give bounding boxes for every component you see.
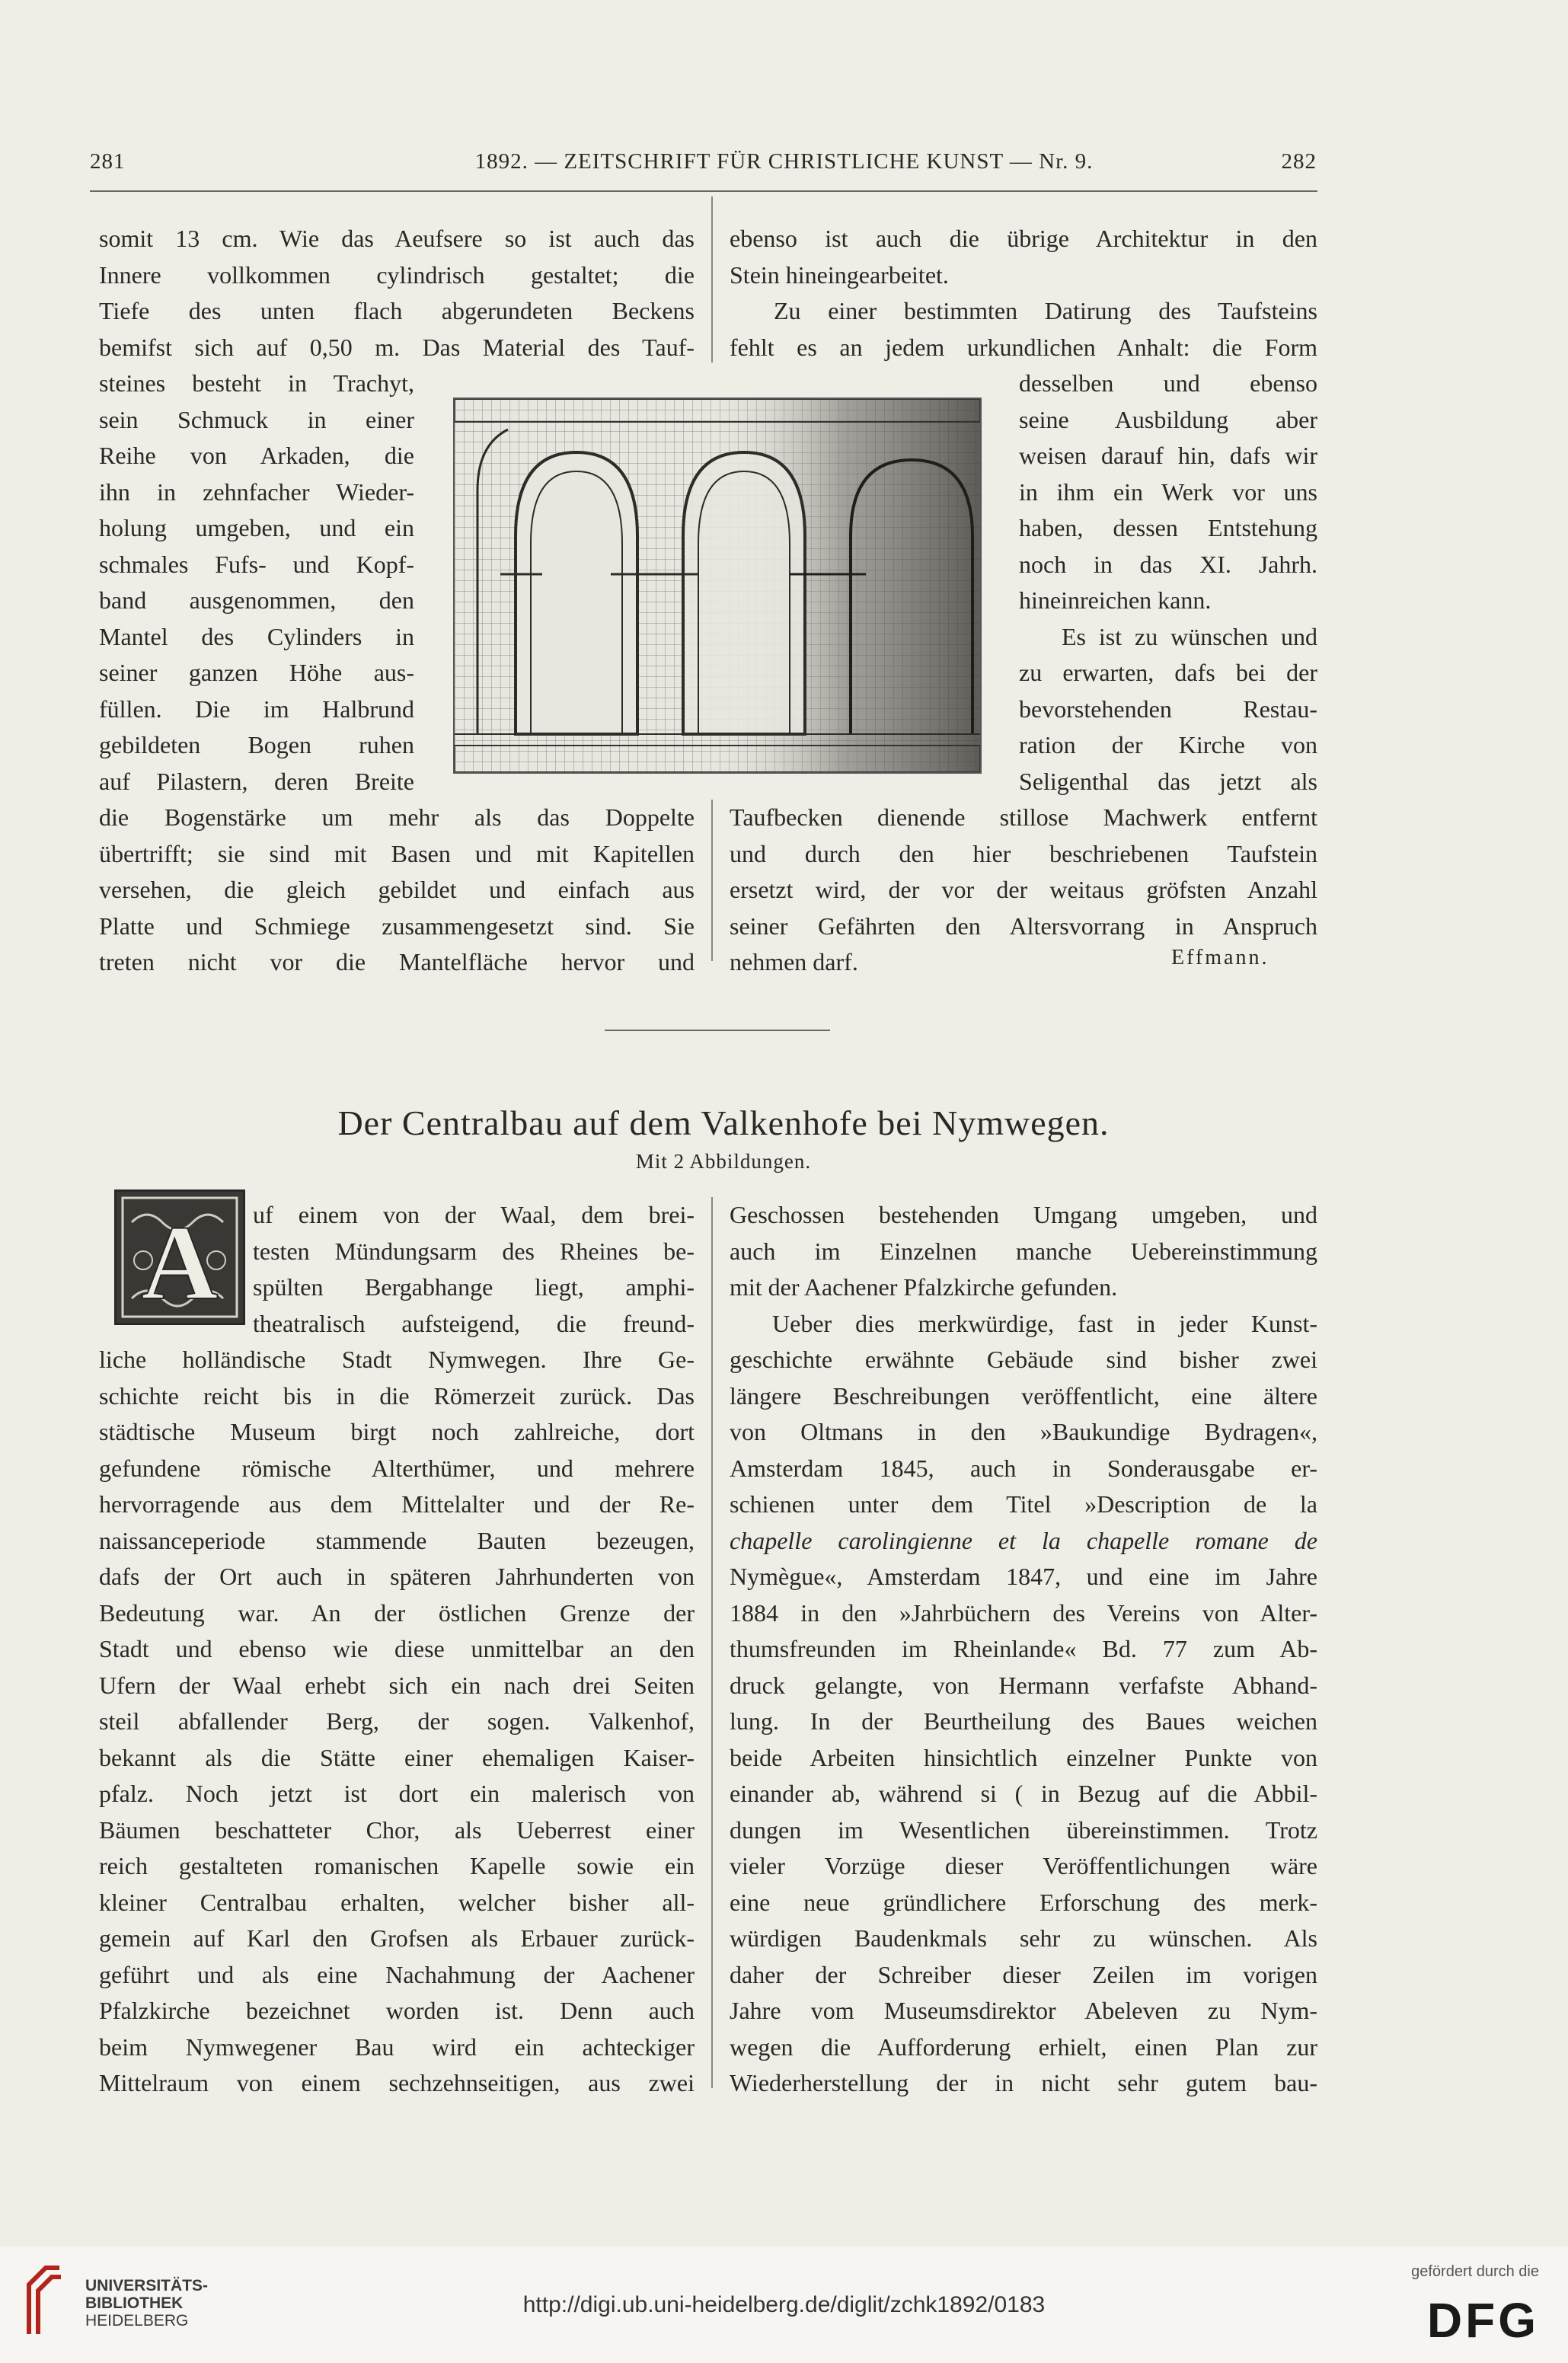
text-line: städtische Museum birgt noch zahlreiche, dort <box>99 1418 695 1445</box>
text-line: somit 13 cm. Wie das Aeufsere so ist auch das <box>99 225 695 252</box>
library-line-2: BIBLIOTHEK <box>85 2294 184 2312</box>
text-line: spülten Bergabhange liegt, amphi- <box>253 1273 695 1301</box>
text-line: die Bogenstärke um mehr als das Doppelte <box>99 803 695 831</box>
text-line: gefundene römische Alterthümer, und mehrere <box>99 1454 695 1482</box>
text-line: bekannt als die Stätte einer ehemaligen Kaiser- <box>99 1743 695 1771</box>
library-line-1: UNIVERSITÄTS- <box>85 2277 209 2294</box>
text-line: Geschossen bestehenden Umgang umgeben, und <box>730 1201 1317 1228</box>
text-line: geführt und als eine Nachahmung der Aachener <box>99 1960 695 1988</box>
text-line: füllen. Die im Halbrund <box>99 695 414 723</box>
text-line: mit der Aachener Pfalzkirche gefunden. <box>730 1273 1118 1301</box>
text-line: lung. In der Beurtheilung des Baues weichen <box>730 1707 1317 1735</box>
article2-left-indented <box>253 1197 695 1342</box>
text-line: in ihm ein Werk vor uns <box>1019 477 1317 506</box>
text-line: Es ist zu wünschen und <box>1062 622 1317 650</box>
text-line: desselben und ebenso <box>1019 369 1317 397</box>
text-line: wegen die Aufforderung erhielt, einen Plan zur <box>730 2032 1317 2061</box>
text-line: auch im Einzelnen manche Uebereinstimmung <box>730 1237 1317 1265</box>
text-line: Bedeutung war. An der östlichen Grenze der <box>99 1598 695 1627</box>
page-number-left: 281 <box>90 149 126 174</box>
text-line: seiner ganzen Höhe aus- <box>99 659 414 686</box>
text-line: chapelle carolingienne et la chapelle romane de <box>730 1526 1317 1554</box>
column-separator-top <box>711 196 713 362</box>
text-line: noch in das XI. Jahrh. <box>1019 550 1317 578</box>
text-line: Zu einer bestimmten Datirung des Taufsteins <box>774 297 1317 324</box>
author-signature: Effmann. <box>1171 946 1269 969</box>
arcade-drawing <box>455 399 980 772</box>
article-separator <box>605 1030 830 1031</box>
text-line: druck gelangte, von Hermann verfafste Abhand- <box>730 1671 1317 1699</box>
text-line: band ausgenommen, den <box>99 586 414 614</box>
text-line: eine neue gründlichere Erforschung des merk- <box>730 1888 1317 1916</box>
text-line: ihn in zehnfacher Wieder- <box>99 477 414 506</box>
text-line: Bäumen beschatteter Chor, als Ueberrest einer <box>99 1815 695 1844</box>
text-line: und durch den hier beschriebenen Taufstein <box>730 839 1317 867</box>
text-line: Wiederherstellung der in nicht sehr gutem bau- <box>730 2069 1317 2096</box>
funded-by-text: gefördert durch die <box>1411 2263 1539 2280</box>
text-line: theatralisch aufsteigend, die freund- <box>253 1309 695 1337</box>
text-line: haben, dessen Entstehung <box>1019 514 1317 541</box>
text-line: steil abfallender Berg, der sogen. Valkenhof, <box>99 1707 695 1735</box>
text-line: Seligenthal das jetzt als <box>1019 767 1317 795</box>
initial-ornament <box>117 1192 243 1323</box>
decorated-initial <box>114 1189 245 1325</box>
text-line: Amsterdam 1845, auch in Sonderausgabe er- <box>730 1454 1317 1482</box>
article2-title: Der Centralbau auf dem Valkenhofe bei Nymwegen. <box>337 1103 1110 1142</box>
text-line: längere Beschreibungen veröffentlicht, eine ältere <box>730 1381 1317 1410</box>
column-separator-mid <box>711 800 713 961</box>
text-line: würdigen Baudenkmals sehr zu wünschen. Als <box>730 1924 1317 1952</box>
text-line: bevorstehenden Restau- <box>1019 695 1317 723</box>
text-line: Innere vollkommen cylindrisch gestaltet; die <box>99 260 695 289</box>
text-line: schmales Fufs- und Kopf- <box>99 550 414 578</box>
text-line: Stadt und ebenso wie diese unmittelbar an den <box>99 1635 695 1662</box>
text-line: beide Arbeiten hinsichtlich einzelner Punkte von <box>730 1743 1317 1771</box>
text-line: auf Pilastern, deren Breite <box>99 767 414 795</box>
article1-left-top <box>99 221 695 366</box>
text-line: beim Nymwegener Bau wird ein achteckiger <box>99 2032 695 2061</box>
text-line: schichte reicht bis in die Römerzeit zurück. Das <box>99 1381 695 1410</box>
text-line: kleiner Centralbau erhalten, welcher bisher all- <box>99 1888 695 1916</box>
text-line: gebildeten Bogen ruhen <box>99 731 414 758</box>
running-title: 1892. — ZEITSCHRIFT FÜR CHRISTLICHE KUNST — Nr. 9. <box>474 149 1094 174</box>
text-line: versehen, die gleich gebildet und einfach aus <box>99 876 695 903</box>
text-line: Taufbecken dienende stillose Machwerk entfernt <box>730 803 1317 831</box>
text-line: geschichte erwähnte Gebäude sind bisher zwei <box>730 1346 1317 1373</box>
text-line: 1884 in den »Jahrbüchern des Vereins von Alter- <box>730 1598 1317 1627</box>
column-separator-article2 <box>711 1197 713 2088</box>
article2-subtitle: Mit 2 Abbildungen. <box>635 1150 812 1173</box>
text-line: Ufern der Waal erhebt sich ein nach drei Seiten <box>99 1671 695 1699</box>
text-line: weisen darauf hin, dafs wir <box>1019 442 1317 469</box>
text-line: Nymègue«, Amsterdam 1847, und eine im Jahre <box>730 1563 1317 1590</box>
text-line: Reihe von Arkaden, die <box>99 442 414 469</box>
text-line: Pfalzkirche bezeichnet worden ist. Denn auch <box>99 1997 695 2024</box>
text-line: treten nicht vor die Mantelfläche hervor und <box>99 948 695 976</box>
text-line: zu erwarten, dafs bei der <box>1019 659 1317 686</box>
text-line: hineinreichen kann. <box>1019 586 1212 614</box>
text-line: ersetzt wird, der vor der weitaus gröfsten Anzahl <box>730 876 1317 903</box>
text-line: Ueber dies merkwürdige, fast in jeder Kunst- <box>772 1309 1317 1337</box>
text-line: übertrifft; sie sind mit Basen und mit Kapitellen <box>99 839 695 867</box>
article2-left-body <box>99 1342 695 2102</box>
text-line: liche holländische Stadt Nymwegen. Ihre Ge- <box>99 1346 695 1373</box>
text-line: Jahre vom Museumsdirektor Abeleven zu Nym- <box>730 1997 1317 2024</box>
footer-bar <box>0 2246 1568 2363</box>
text-line: gemein auf Karl den Grofsen als Erbauer zurück- <box>99 1924 695 1952</box>
text-line: von Oltmans in den »Baukundige Bydragen«, <box>730 1418 1317 1445</box>
text-line: reich gestalteten romanischen Kapelle sowie ein <box>99 1852 695 1879</box>
text-line: Tiefe des unten flach abgerundeten Beckens <box>99 297 695 324</box>
text-line: testen Mündungsarm des Rheines be- <box>253 1237 695 1265</box>
text-line: steines besteht in Trachyt, <box>99 369 414 397</box>
text-line: bemifst sich auf 0,50 m. Das Material des Tauf- <box>99 333 695 361</box>
page-number-right: 282 <box>1281 149 1317 174</box>
text-line: ration der Kirche von <box>1019 731 1317 758</box>
text-line: einander ab, während si ( in Bezug auf die Abbil- <box>730 1780 1317 1807</box>
text-line: fehlt es an jedem urkundlichen Anhalt: die Form <box>730 333 1317 361</box>
text-line: seiner Gefährten den Altersvorrang in Anspruch <box>730 912 1317 940</box>
article1-right-narrow <box>1019 366 1317 800</box>
article1-right-top <box>730 221 1317 366</box>
library-line-3: HEIDELBERG <box>85 2312 189 2329</box>
text-line: dungen im Wesentlichen übereinstimmen. Trotz <box>730 1815 1317 1844</box>
text-line: holung umgeben, und ein <box>99 514 414 541</box>
text-line: hervorragende aus dem Mittelalter und der Re- <box>99 1490 695 1518</box>
arcade-figure <box>453 398 982 774</box>
text-line: thumsfreunden im Rheinlande« Bd. 77 zum Ab- <box>730 1635 1317 1662</box>
dfg-logo: DFG <box>1426 2293 1539 2348</box>
text-line: nehmen darf. <box>730 948 858 976</box>
text-line: Mantel des Cylinders in <box>99 622 414 650</box>
text-line: Platte und Schmiege zusammengesetzt sind. Sie <box>99 912 695 940</box>
text-line: sein Schmuck in einer <box>99 405 414 433</box>
text-line: vieler Vorzüge dieser Veröffentlichungen wäre <box>730 1852 1317 1879</box>
initial-letter: A <box>141 1204 219 1322</box>
text-line: uf einem von der Waal, dem brei- <box>253 1201 695 1228</box>
text-line: ebenso ist auch die übrige Architektur in den <box>730 225 1317 252</box>
permalink-url[interactable]: http://digi.ub.uni-heidelberg.de/diglit/zchk1892/0183 <box>522 2292 1046 2317</box>
article1-left-narrow <box>99 366 414 800</box>
text-line: Mittelraum von einem sechzehnseitigen, aus zwei <box>99 2069 695 2096</box>
text-line: seine Ausbildung aber <box>1019 405 1317 433</box>
text-line: schienen unter dem Titel »Description de la <box>730 1490 1317 1518</box>
text-line: dafs der Ort auch in späteren Jahrhunderten von <box>99 1563 695 1590</box>
header-rule <box>90 190 1317 192</box>
article2-right-body <box>730 1197 1317 2102</box>
text-line: pfalz. Noch jetzt ist dort ein malerisch von <box>99 1780 695 1807</box>
text-line: daher der Schreiber dieser Zeilen im vorigen <box>730 1960 1317 1988</box>
article1-left-bottom <box>99 800 695 981</box>
text-line: naissanceperiode stammende Bauten bezeugen, <box>99 1526 695 1554</box>
text-line: Stein hineingearbeitet. <box>730 260 949 289</box>
